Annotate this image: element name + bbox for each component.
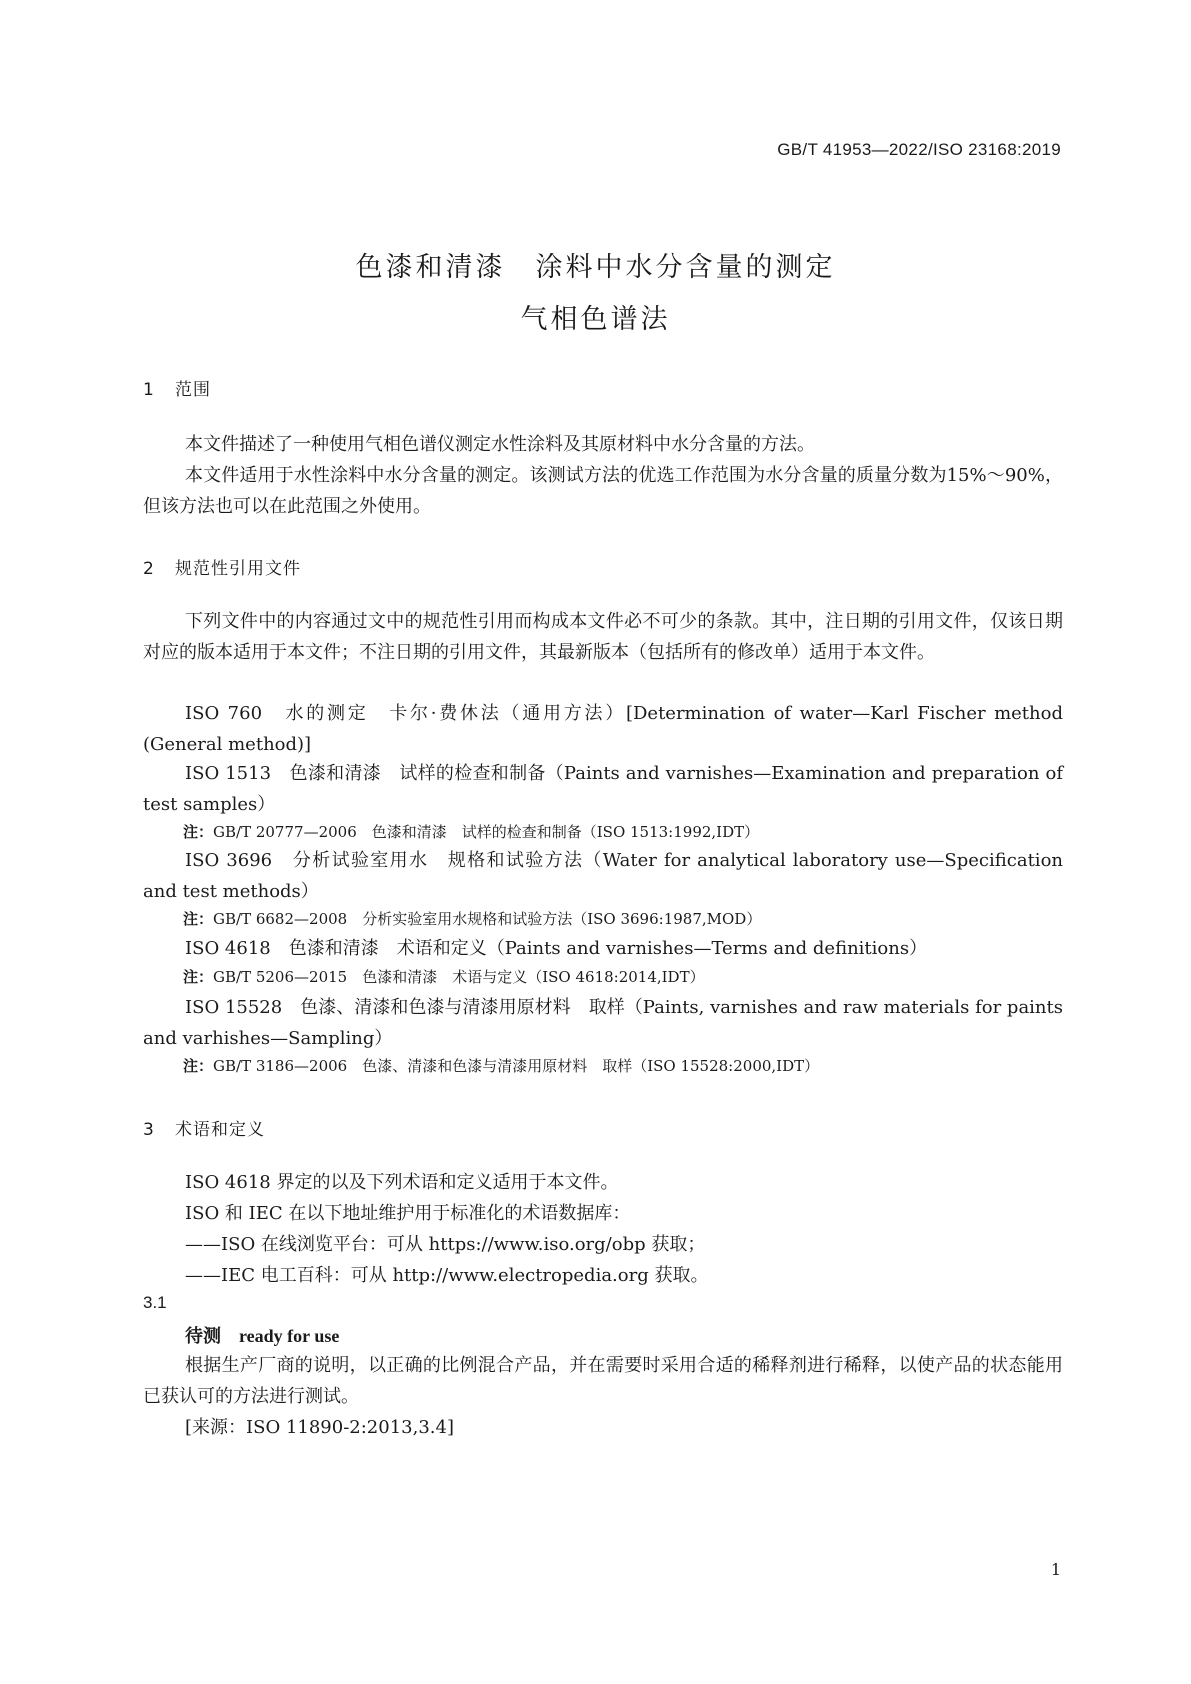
list-item: ——IEC 电工百科：可从 http://www.electropedia.org 获取。 [185, 1265, 709, 1286]
reference-entry: ISO 3696 分析试验室用水 规格和试验方法（Water for analytical laboratory use—Specification and test methods） [143, 850, 1063, 902]
note-label: 注： [183, 1057, 214, 1075]
section-title: 规范性引用文件 [175, 559, 301, 579]
normative-intro [143, 606, 1063, 668]
paragraph: 本文件描述了一种使用气相色谱仪测定水性涂料及其原材料中水分含量的方法。 [185, 434, 815, 455]
paragraph: ISO 4618 界定的以及下列术语和定义适用于本文件。 [185, 1172, 619, 1193]
note-label: 注： [183, 823, 214, 841]
section-title: 术语和定义 [175, 1120, 265, 1140]
term-number: 3.1 [143, 1293, 167, 1312]
standard-code: GB/T 41953—2022/ISO 23168:2019 [777, 140, 1061, 159]
title-line-2: 气相色谱法 [520, 304, 671, 335]
term-chinese: 待测 [185, 1326, 221, 1347]
section-number: 1 [143, 380, 155, 400]
reference-iso-15528 [143, 992, 1063, 1054]
section-3-heading [143, 1115, 265, 1140]
note-text: GB/T 3186—2006 色漆、清漆和色漆与清漆用原材料 取样（ISO 15528:2000,IDT） [213, 1057, 820, 1075]
note-label: 注： [183, 910, 214, 928]
paragraph: 本文件适用于水性涂料中水分含量的测定。该测试方法的优选工作范围为水分含量的质量分数为15%～90%，但该方法也可以在此范围之外使用。 [143, 465, 1063, 517]
term-definition [143, 1350, 1063, 1443]
note-gb-5206 [183, 967, 1063, 987]
reference-iso-1513 [143, 758, 1063, 820]
note-label: 注： [183, 968, 214, 986]
scope-text [143, 429, 1063, 522]
reference-entry: ISO 4618 色漆和清漆 术语和定义（Paints and varnishes—Terms and definitions） [185, 938, 928, 959]
terms-intro [143, 1167, 1063, 1291]
reference-entry: ISO 15528 色漆、清漆和色漆与清漆用原材料 取样（Paints, varnishes and raw materials for paints and varhishes—Sampling） [143, 997, 1063, 1049]
list-item: ——ISO 在线浏览平台：可从 https://www.iso.org/obp 获取； [185, 1234, 706, 1255]
section-title: 范围 [175, 380, 211, 400]
term-english: ready for use [239, 1326, 340, 1346]
section-2-heading [143, 554, 301, 579]
note-text: GB/T 6682—2008 分析实验室用水规格和试验方法（ISO 3696:1987,MOD） [213, 910, 762, 928]
reference-entry: ISO 760 水的测定 卡尔·费休法（通用方法）[Determination of water—Karl Fischer method (General method)] [143, 703, 1063, 755]
note-gb-20777 [183, 822, 1063, 842]
term-heading [185, 1322, 339, 1348]
note-text: GB/T 20777—2006 色漆和清漆 试样的检查和制备（ISO 1513:1992,IDT） [213, 823, 760, 841]
title-line-1: 色漆和清漆 涂料中水分含量的测定 [355, 252, 836, 283]
section-number: 2 [143, 559, 155, 579]
paragraph: ISO 和 IEC 在以下地址维护用于标准化的术语数据库： [185, 1203, 631, 1224]
term-source: [来源：ISO 11890-2:2013,3.4] [185, 1417, 454, 1438]
reference-iso-4618 [143, 933, 1063, 964]
note-text: GB/T 5206—2015 色漆和清漆 术语与定义（ISO 4618:2014,IDT） [213, 968, 705, 986]
note-gb-3186 [183, 1056, 1063, 1076]
paragraph: 根据生产厂商的说明，以正确的比例混合产品，并在需要时采用合适的稀释剂进行稀释，以使产品的状态能用已获认可的方法进行测试。 [143, 1355, 1063, 1407]
paragraph: 下列文件中的内容通过文中的规范性引用而构成本文件必不可少的条款。其中，注日期的引用文件，仅该日期对应的版本适用于本文件；不注日期的引用文件，其最新版本（包括所有的修改单）适用于本文件。 [143, 611, 1063, 663]
reference-entry: ISO 1513 色漆和清漆 试样的检查和制备（Paints and varnishes—Examination and preparation of test samples） [143, 763, 1063, 815]
reference-iso-760 [143, 698, 1063, 760]
section-number: 3 [143, 1120, 155, 1140]
section-1-heading [143, 375, 211, 400]
reference-iso-3696 [143, 845, 1063, 907]
note-gb-6682 [183, 909, 1063, 929]
page-number: 1 [1050, 1560, 1061, 1579]
